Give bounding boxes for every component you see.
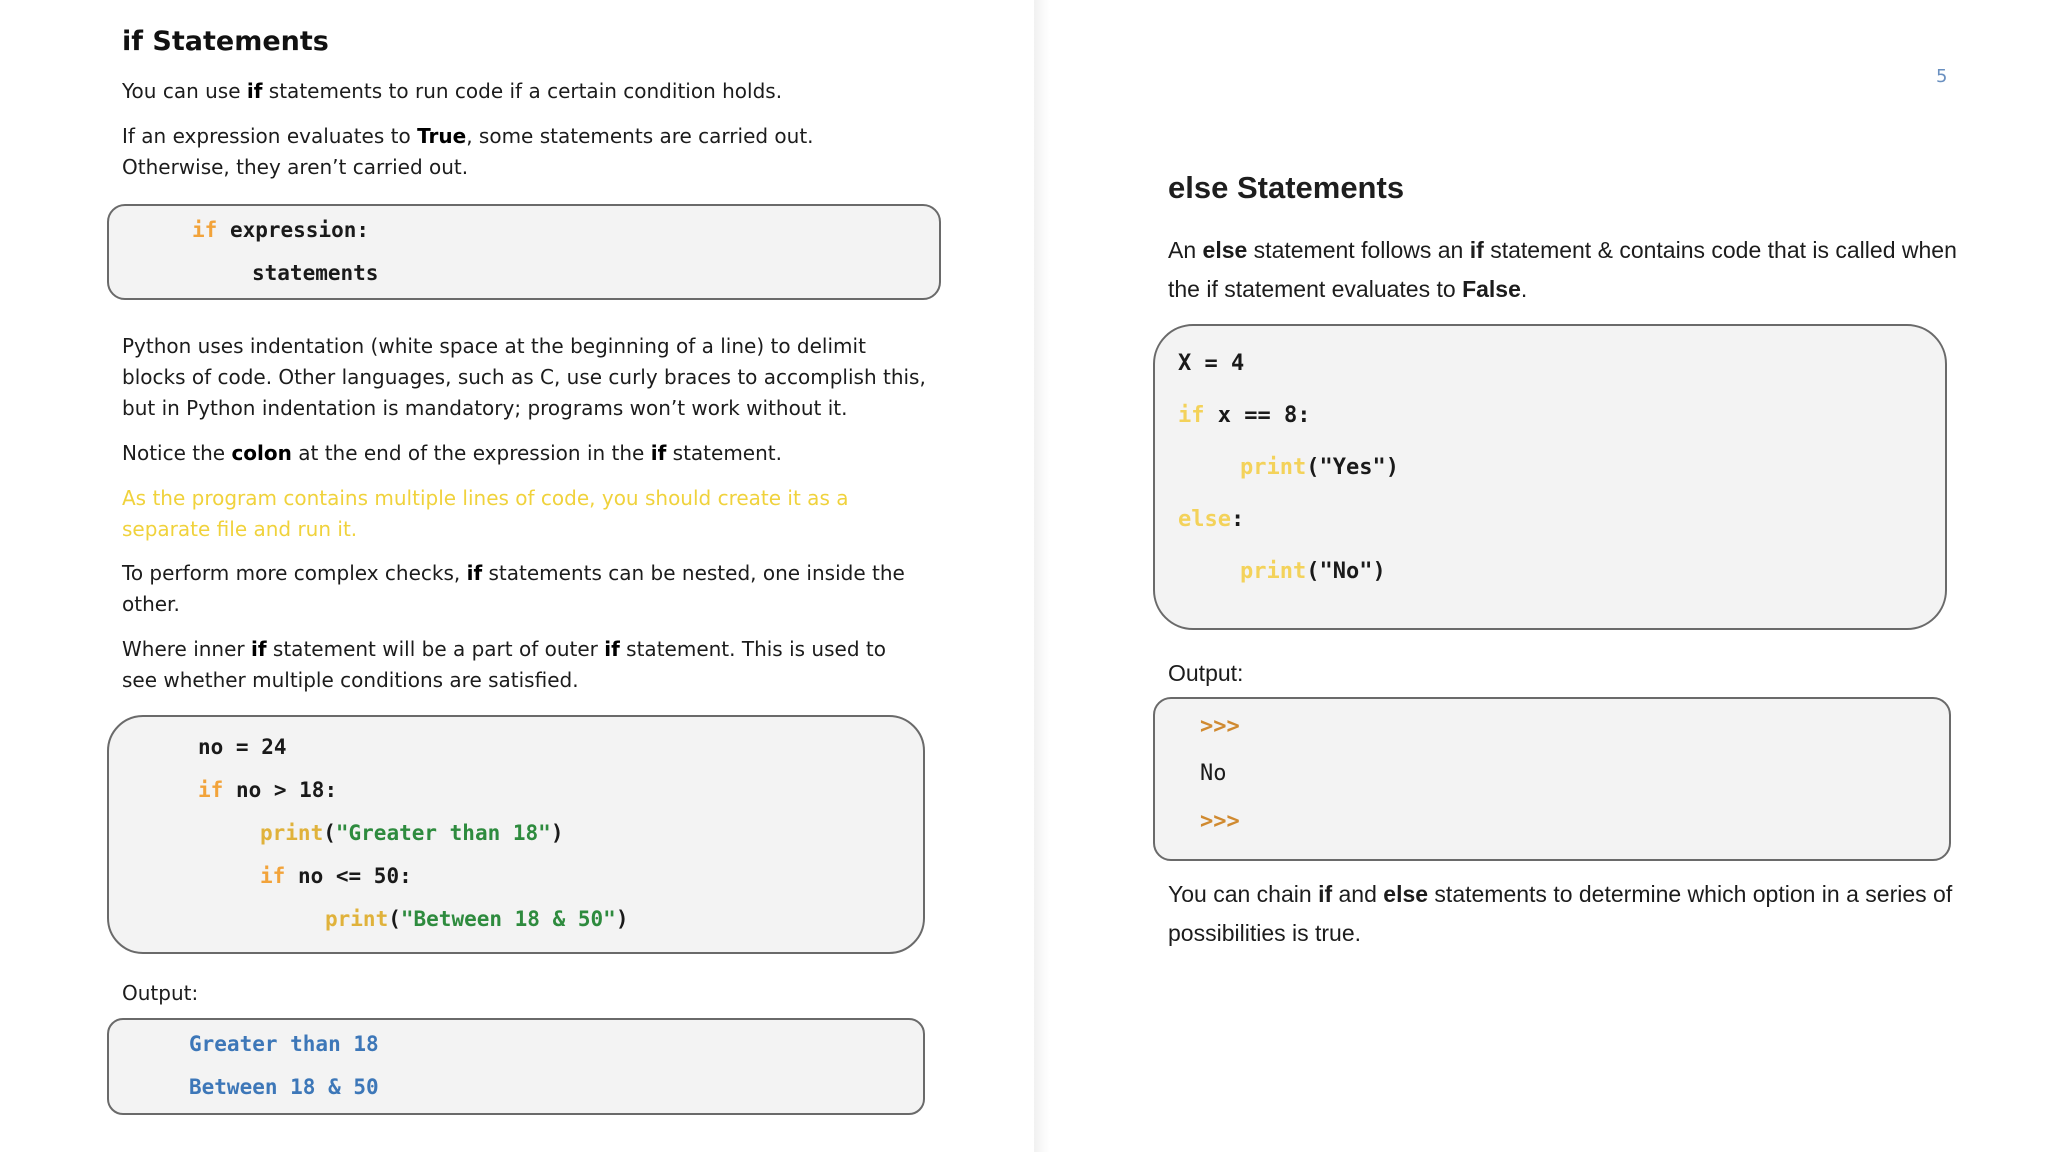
bold-keyword: True (417, 124, 467, 148)
bold-keyword: if (251, 637, 267, 661)
right-page (1050, 0, 2048, 1152)
text: statement. This is used to (619, 637, 886, 661)
code-line (1240, 455, 1399, 480)
code-text: ) (550, 821, 564, 845)
paragraph-chain (1168, 875, 1988, 953)
bold-keyword: False (1462, 276, 1521, 302)
text: and (1332, 881, 1384, 907)
text: You can chain (1168, 881, 1319, 907)
output-box (1153, 697, 1951, 861)
code-line (325, 907, 628, 931)
prompt-symbol: >>> (1200, 809, 1240, 834)
output-line: Greater than 18 (189, 1032, 379, 1056)
output-line: No (1200, 761, 1227, 786)
bold-keyword: if (246, 79, 263, 103)
text: To perform more complex checks, (122, 561, 467, 585)
text: If an expression evaluates to (122, 124, 418, 148)
paragraph-if-intro (122, 76, 942, 107)
text: blocks of code. Other languages, such as C, use curly braces to accomplish this, (122, 365, 926, 389)
bold-keyword: if (1318, 881, 1333, 907)
function-name: print (1240, 559, 1307, 584)
text: statements to run code if a certain condition holds. (262, 79, 783, 103)
text: statement. (666, 441, 782, 465)
code-text: expression: (217, 218, 370, 242)
text: separate file and run it. (122, 517, 358, 541)
string-literal: "Between 18 & 50" (400, 907, 616, 931)
text: As the program contains multiple lines of code, you should create it as a (122, 486, 849, 510)
text: at the end of the expression in the (291, 441, 651, 465)
output-label: Output: (122, 981, 199, 1005)
output-line: Between 18 & 50 (189, 1075, 379, 1099)
code-line (260, 864, 412, 888)
code-line: statements (252, 261, 379, 285)
code-text: ( (323, 821, 336, 845)
text: statements can be nested, one inside the (482, 561, 905, 585)
bold-keyword: if (466, 561, 483, 585)
text: statement will be a part of outer (266, 637, 605, 661)
text: An (1168, 237, 1203, 263)
section-title: else Statements (1168, 170, 1405, 205)
bold-keyword: if (650, 441, 667, 465)
code-line: no = 24 (198, 735, 287, 759)
text: statements to determine which option in a series of (1428, 881, 1953, 907)
page-title: if Statements (122, 26, 329, 57)
text: Notice the (122, 441, 232, 465)
output-label: Output: (1168, 660, 1244, 686)
bold-keyword: else (1383, 881, 1429, 907)
paragraph-inner-outer (122, 634, 942, 696)
text: . (1520, 276, 1528, 302)
text: Python uses indentation (white space at the beginning of a line) to delimit (122, 334, 866, 358)
paragraph-indentation (122, 331, 942, 424)
prompt-symbol: >>> (1200, 714, 1240, 739)
code-text: no <= 50: (285, 864, 412, 888)
code-line (198, 778, 337, 802)
code-line (260, 821, 563, 845)
else-code-box (1153, 324, 1947, 630)
bold-keyword: if (1469, 237, 1484, 263)
keyword: else (1178, 507, 1231, 532)
code-line (1178, 507, 1244, 532)
paragraph-true-explanation (122, 121, 942, 183)
keyword: if (198, 778, 224, 802)
paragraph-colon-note (122, 438, 942, 469)
code-line (1240, 559, 1386, 584)
bold-keyword: if (604, 637, 620, 661)
paragraph-nested (122, 558, 942, 620)
text: Where inner (122, 637, 251, 661)
code-text: x == 8: (1204, 403, 1311, 428)
nested-code-box (107, 715, 925, 954)
text: the if statement evaluates to (1168, 276, 1463, 302)
code-text: ("Yes") (1306, 455, 1399, 480)
code-text: : (1230, 507, 1245, 532)
code-line: X = 4 (1178, 351, 1245, 376)
bold-word: colon (231, 441, 292, 465)
code-line (192, 218, 369, 242)
text: statement & contains code that is called when (1483, 237, 1957, 263)
text: but in Python indentation is mandatory; programs won’t work without it. (122, 396, 848, 420)
code-text: ("No") (1306, 559, 1386, 584)
text: You can use (122, 79, 247, 103)
text: see whether multiple conditions are satisfied. (122, 668, 579, 692)
function-name: print (325, 907, 389, 931)
page-divider (1034, 0, 1050, 1152)
output-box (107, 1018, 925, 1115)
text: possibilities is true. (1168, 920, 1362, 946)
keyword: if (1178, 403, 1205, 428)
text: statement follows an (1247, 237, 1470, 263)
code-text: ) (615, 907, 629, 931)
text: other. (122, 592, 180, 616)
keyword: if (260, 864, 286, 888)
function-name: print (1240, 455, 1307, 480)
code-text: no > 18: (223, 778, 338, 802)
paragraph-else-intro (1168, 231, 1988, 309)
text: Otherwise, they aren’t carried out. (122, 155, 469, 179)
bold-keyword: else (1202, 237, 1248, 263)
syntax-code-box (107, 204, 941, 300)
code-text: ( (388, 907, 401, 931)
text: , some statements are carried out. (466, 124, 814, 148)
code-line (1178, 403, 1310, 428)
string-literal: "Greater than 18" (335, 821, 551, 845)
page-number: 5 (1936, 66, 1948, 87)
keyword: if (192, 218, 218, 242)
function-name: print (260, 821, 324, 845)
highlighted-note (122, 483, 942, 545)
